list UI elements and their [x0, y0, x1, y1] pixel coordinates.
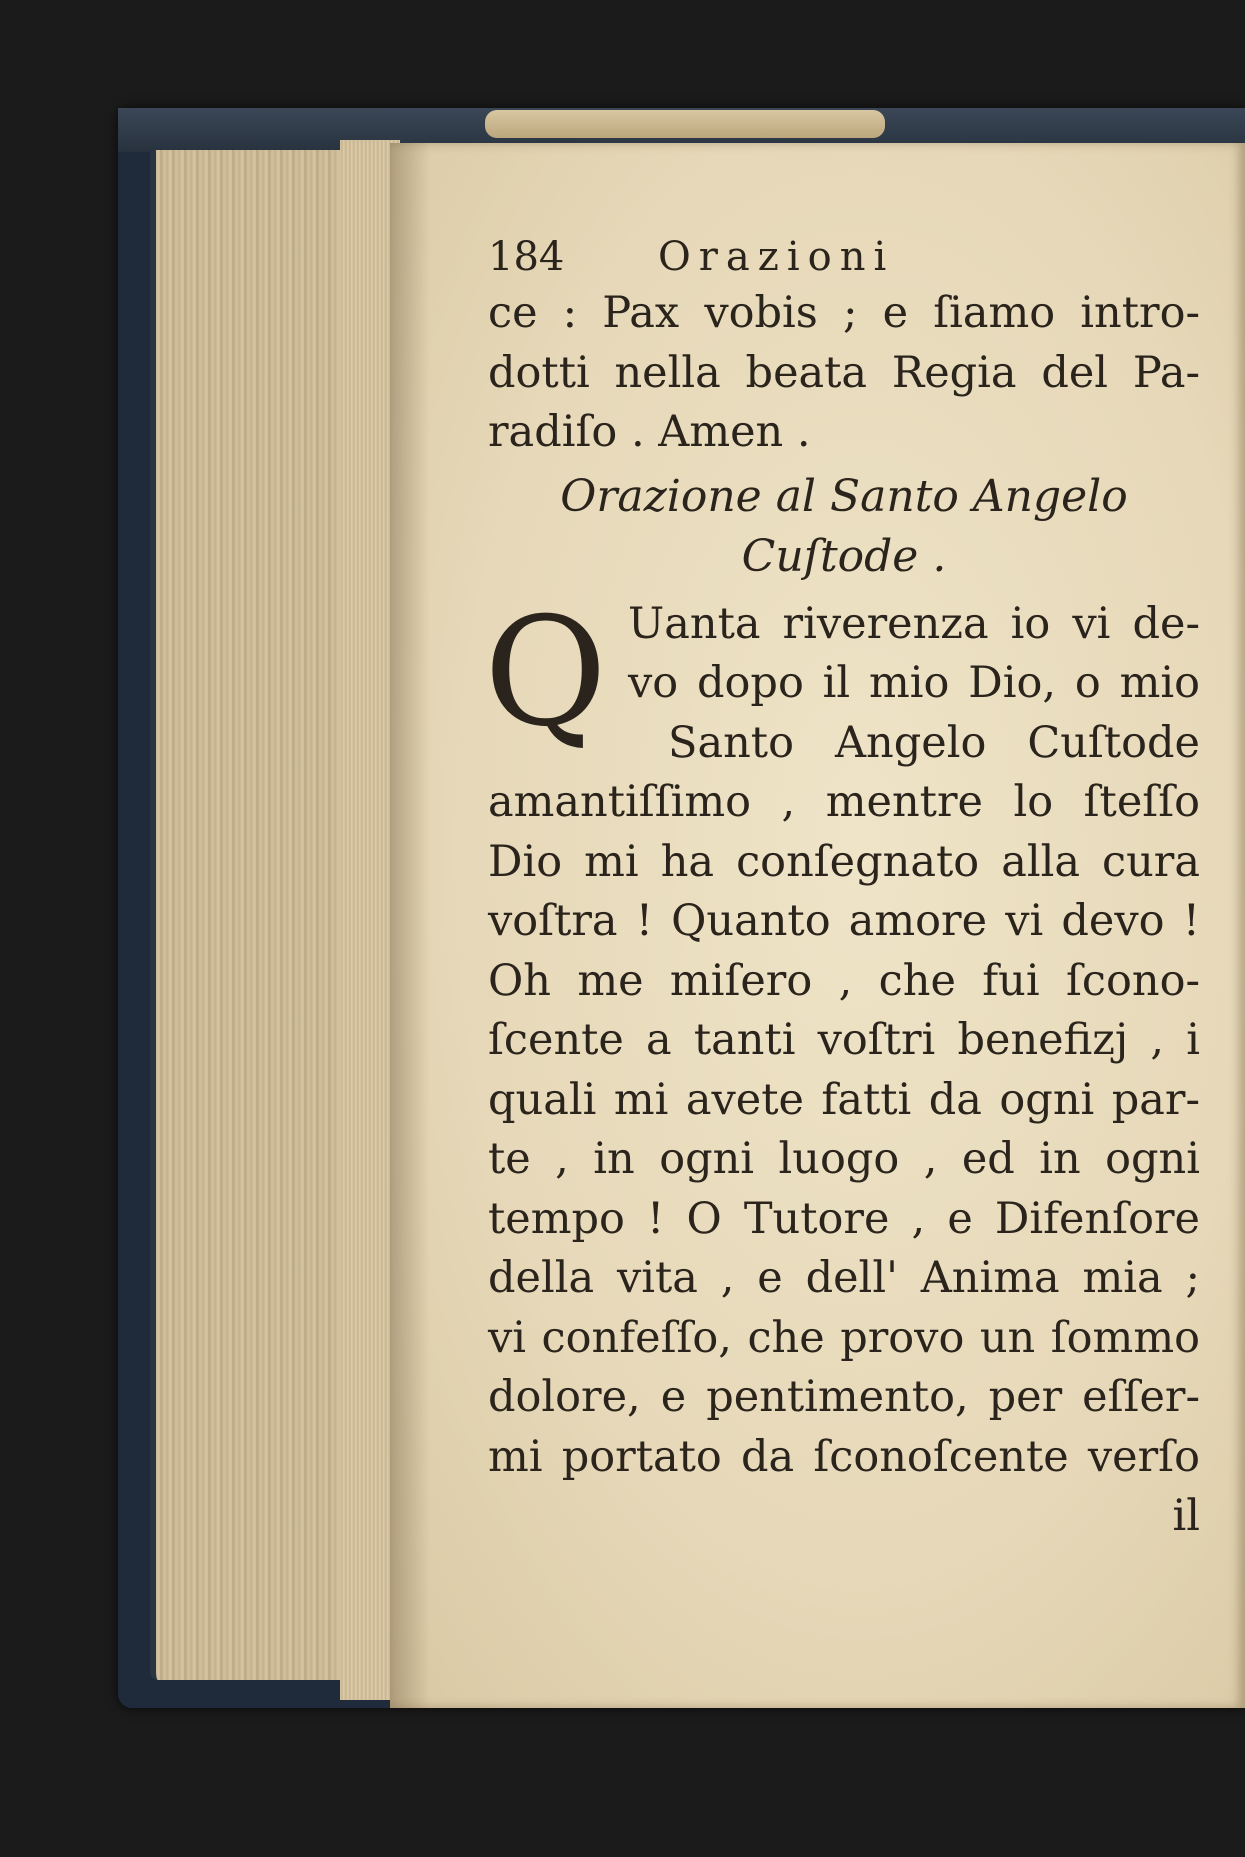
drop-capital: Q — [484, 585, 607, 760]
body-line: te , in ogni luogo , ed in ogni — [488, 1134, 1200, 1184]
page-header — [488, 228, 1200, 284]
heading-line: Cuſtode . — [741, 530, 947, 582]
body-line: vi confeſſo, che provo un ſommo — [488, 1312, 1200, 1363]
body-line: voſtra ! Quanto amore vi devo ! — [488, 896, 1200, 946]
body-line: vo dopo il mio Dio, o mio — [628, 658, 1200, 708]
body-line: Dio mi ha conſegnato alla cura — [488, 836, 1200, 887]
prayer-paragraph — [484, 585, 1200, 1547]
body-line: della vita , e dell' Anima mia ; — [488, 1253, 1200, 1303]
body-line: tempo ! O Tutore , e Difenſore — [488, 1193, 1200, 1244]
intro-line: ce : Pax vobis ; e ſiamo intro- — [488, 288, 1200, 338]
body-line: mi portato da ſconoſcente verſo — [488, 1431, 1200, 1482]
body-line: ſcente a tanti voſtri benefizj , i — [488, 1015, 1200, 1065]
intro-line: dotti nella beata Regia del Pa- — [488, 347, 1200, 398]
page-number: 184 — [488, 234, 565, 280]
gutter-shadow — [390, 143, 430, 1708]
intro-line: radiſo . Amen . — [488, 407, 811, 457]
body-line: Oh me miſero , che fui ſcono- — [488, 955, 1200, 1006]
heading-line: Orazione al Santo Angelo — [560, 470, 1128, 522]
catchword: il — [1172, 1491, 1200, 1541]
spine-paper-strip — [485, 110, 885, 138]
body-line: Santo Angelo Cuſtode — [668, 717, 1200, 768]
body-line: amantiſſimo , mentre lo ſteſſo — [488, 777, 1200, 827]
section-heading — [488, 467, 1200, 587]
intro-paragraph — [488, 284, 1200, 463]
body-line: Uanta riverenza io vi de- — [628, 598, 1200, 649]
running-head: Orazioni — [658, 234, 895, 280]
body-line: dolore, e pentimento, per eſſer- — [488, 1372, 1200, 1422]
body-line: quali mi avete fatti da ogni par- — [488, 1074, 1200, 1125]
page-text — [484, 228, 1200, 1547]
